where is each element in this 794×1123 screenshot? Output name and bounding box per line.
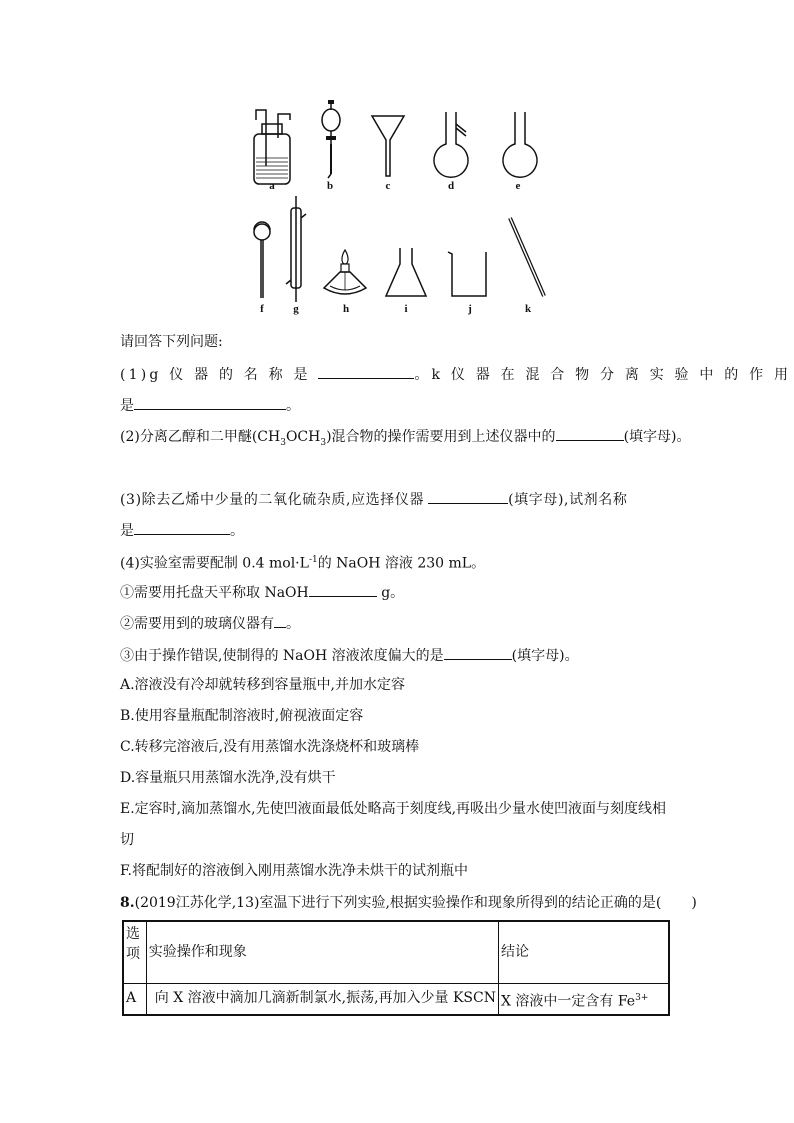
q3-answer-blank-2[interactable] [134, 520, 230, 535]
q4-sub1-start: ①需要用托盘天平称取 NaOH [120, 585, 309, 601]
q3-line1-end: (填字母),试剂名称 [508, 492, 628, 508]
q2-sub2: 3 [320, 437, 327, 448]
row-conclusion-text: X 溶液中一定含有 Fe [500, 993, 636, 1010]
q4-sub2-end: 。 [286, 616, 300, 632]
round-bottom-flask-icon [498, 110, 542, 182]
q4-sub3-start: ③由于操作错误,使制得的 NaOH 溶液浓度偏大的是 [120, 648, 444, 664]
q4-sub3 [120, 645, 579, 665]
intro-text: 请回答下列问题: [120, 334, 223, 350]
q4-sub2 [120, 613, 300, 633]
label-g: g [293, 303, 299, 315]
q3-line2-end: 。 [230, 523, 244, 539]
q3-line2 [120, 520, 244, 540]
label-k: k [524, 303, 532, 315]
q3-answer-blank-1[interactable] [428, 489, 508, 504]
q4-sup: -1 [308, 555, 318, 565]
q1-line1-start: (1)g 仪 器 的 名 称 是 [120, 367, 311, 383]
q2-answer-blank[interactable] [556, 426, 624, 441]
option-e-line1: E.定容时,滴加蒸馏水,先使凹液面最低处略高于刻度线,再吸出少量水使凹液面与刻度线相 [120, 801, 667, 817]
distilling-flask-icon [430, 110, 474, 182]
label-a: a [269, 180, 275, 192]
q1-line1-end: 。k 仪 器 在 混 合 物 分 离 实 验 中 的 作 用 [414, 367, 792, 383]
row-conclusion [498, 983, 669, 1015]
table-row [123, 983, 669, 1015]
q4-sub1-answer-blank[interactable] [309, 582, 377, 597]
option-a: A.溶液没有冷却就转移到容量瓶中,并加水定容 [120, 677, 406, 693]
glass-rod-icon [506, 216, 550, 300]
q4-start: (4)实验室需要配制 0.4 mol·L [120, 555, 309, 572]
header-operation: 实验操作和现象 [146, 921, 498, 983]
option-c: C.转移完溶液后,没有用蒸馏水洗涤烧杯和玻璃棒 [120, 739, 420, 755]
q2-start: (2)分离乙醇和二甲醚(CH [120, 429, 281, 445]
table-header-row [123, 921, 669, 983]
separatory-funnel-icon [318, 100, 344, 180]
row-option: A [123, 983, 146, 1015]
erlenmeyer-flask-icon [384, 246, 428, 300]
label-d: d [447, 180, 455, 192]
question-8 [120, 894, 697, 912]
label-c: c [385, 180, 391, 192]
alcohol-lamp-icon [322, 246, 368, 298]
condenser-icon [284, 196, 308, 302]
option-e-line2: 切 [120, 832, 134, 848]
q2-mid2: )混合物的操作需要用到上述仪器中的 [326, 429, 556, 445]
label-b: b [326, 180, 334, 192]
q1-line2-end: 。 [286, 398, 300, 414]
q1-answer-blank-2[interactable] [134, 395, 286, 410]
q4-sub1 [120, 582, 404, 602]
q3-line2-start: 是 [120, 523, 134, 539]
q1-line2-start: 是 [120, 398, 134, 414]
q4-end: 的 NaOH 溶液 230 mL。 [317, 555, 486, 572]
label-j: j [468, 303, 472, 315]
label-f: f [260, 303, 264, 315]
label-e: e [515, 180, 521, 192]
q4-sub2-answer-blank[interactable] [274, 613, 286, 628]
q1-line2 [120, 395, 300, 415]
question-8-text: (2019江苏化学,13)室温下进行下列实验,根据实验操作和现象所得到的结论正确的是( [134, 895, 662, 911]
label-i: i [404, 303, 408, 315]
q3-line1-start: (3)除去乙烯中少量的二氧化硫杂质,应选择仪器 [120, 492, 425, 508]
option-d: D.容量瓶只用蒸馏水洗净,没有烘干 [120, 770, 336, 786]
q4-sub1-end: g。 [381, 585, 405, 601]
row-conclusion-sup: 3+ [635, 992, 649, 1003]
q2-end: (填字母)。 [623, 429, 691, 445]
q3-line1 [120, 489, 627, 509]
label-h: h [342, 303, 350, 315]
funnel-icon [370, 112, 406, 178]
drying-tube-icon [250, 220, 274, 300]
option-f: F.将配制好的溶液倒入刚用蒸馏水洗净未烘干的试剂瓶中 [120, 863, 468, 879]
question-8-number: 8. [120, 895, 135, 911]
header-conclusion: 结论 [498, 921, 669, 983]
q2-line [120, 426, 691, 452]
q2-sub1: 3 [280, 437, 286, 448]
q4-sub3-end: (填字母)。 [511, 648, 579, 664]
q4-sub3-answer-blank[interactable] [444, 645, 512, 660]
q1-answer-blank-1[interactable] [318, 364, 414, 379]
q1-line1 [120, 364, 791, 384]
option-b: B.使用容量瓶配制溶液时,俯视液面定容 [120, 708, 364, 724]
q4-line [120, 551, 485, 573]
row-operation: 向 X 溶液中滴加几滴新制氯水,振荡,再加入少量 KSCN [146, 983, 498, 1015]
results-table [122, 920, 670, 1016]
header-option: 选项 [123, 921, 146, 983]
q4-sub2-start: ②需要用到的玻璃仪器有 [120, 616, 274, 632]
beaker-icon [446, 248, 492, 300]
q2-mid1: OCH [285, 429, 321, 445]
question-8-close: ) [691, 895, 697, 911]
gas-washing-bottle-icon [248, 108, 296, 186]
